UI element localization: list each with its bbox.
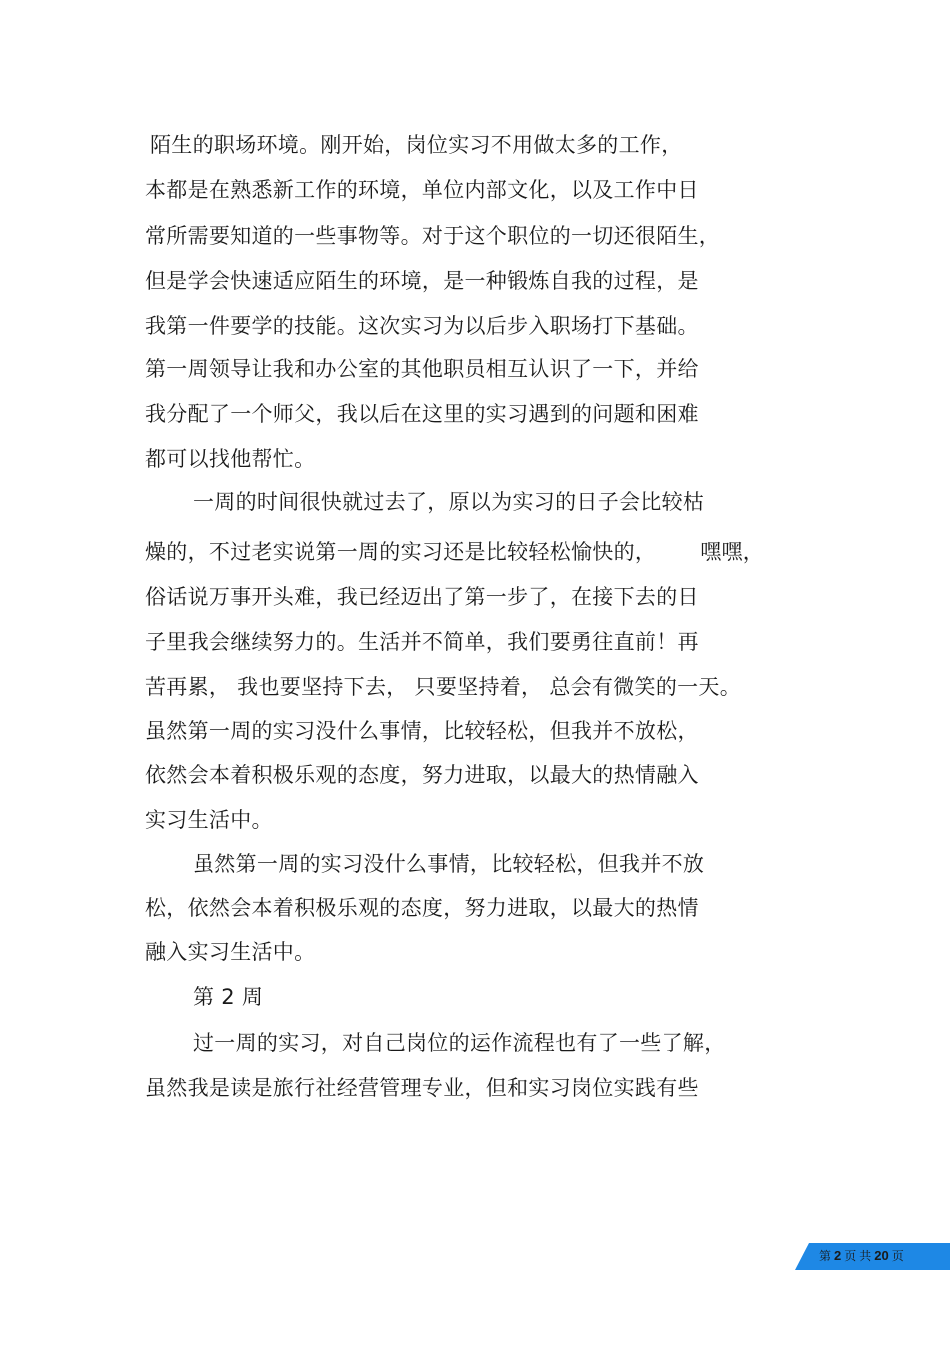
paragraph-line: 苦再累， 我也要坚持下去， 只要坚持着， 总会有微笑的一天。 xyxy=(145,675,742,699)
section-heading: 第 2 周 xyxy=(193,985,264,1009)
page-number-badge xyxy=(795,1243,950,1270)
paragraph-line: 俗话说万事开头难，我已经迈出了第一步了，在接下去的日 xyxy=(145,585,699,609)
footer-suffix: 页 xyxy=(891,1249,904,1263)
paragraph-line: 本都是在熟悉新工作的环境，单位内部文化，以及工作中日 xyxy=(145,178,699,202)
paragraph-line: 过一周的实习，对自己岗位的运作流程也有了一些了解， xyxy=(193,1031,726,1055)
paragraph-line: 实习生活中。 xyxy=(145,808,273,832)
paragraph-line: 子里我会继续努力的。生活并不简单，我们要勇往直前！再 xyxy=(145,630,699,654)
paragraph-line: 陌生的职场环境。刚开始，岗位实习不用做太多的工作， xyxy=(150,133,683,157)
current-page-number: 2 xyxy=(834,1248,842,1263)
page-number-text xyxy=(819,1248,907,1264)
paragraph-line: 虽然第一周的实习没什么事情，比较轻松，但我并不放松， xyxy=(145,719,699,743)
paragraph-line: 虽然第一周的实习没什么事情，比较轻松，但我并不放 xyxy=(193,852,705,876)
paragraph-line: 都可以找他帮忙。 xyxy=(145,447,316,471)
paragraph-line: 我分配了一个师父，我以后在这里的实习遇到的问题和困难 xyxy=(145,402,699,426)
footer-prefix: 第 xyxy=(819,1249,832,1263)
footer-page-label: 页 xyxy=(844,1249,857,1263)
paragraph-line xyxy=(145,538,764,566)
paragraph-line: 融入实习生活中。 xyxy=(145,940,316,964)
paragraph-line: 但是学会快速适应陌生的环境，是一种锻炼自我的过程，是 xyxy=(145,269,699,293)
paragraph-line: 常所需要知道的一些事物等。对于这个职位的一切还很陌生， xyxy=(145,224,721,248)
paragraph-line: 松，依然会本着积极乐观的态度，努力进取，以最大的热情 xyxy=(145,896,699,920)
paragraph-line: 我第一件要学的技能。这次实习为以后步入职场打下基础。 xyxy=(145,314,699,338)
paragraph-text: 嘿嘿， xyxy=(700,540,765,564)
paragraph-line: 虽然我是读是旅行社经营管理专业，但和实习岗位实践有些 xyxy=(145,1076,699,1100)
footer-total-prefix: 共 xyxy=(859,1249,872,1263)
paragraph-line: 第一周领导让我和办公室的其他职员相互认识了一下，并给 xyxy=(145,357,699,381)
paragraph-line: 依然会本着积极乐观的态度，努力进取，以最大的热情融入 xyxy=(145,763,699,787)
total-pages-number: 20 xyxy=(874,1248,889,1263)
paragraph-text: 燥的，不过老实说第一周的实习还是比较轻松愉快的， xyxy=(145,540,657,564)
paragraph-line: 一周的时间很快就过去了，原以为实习的日子会比较枯 xyxy=(193,490,705,514)
